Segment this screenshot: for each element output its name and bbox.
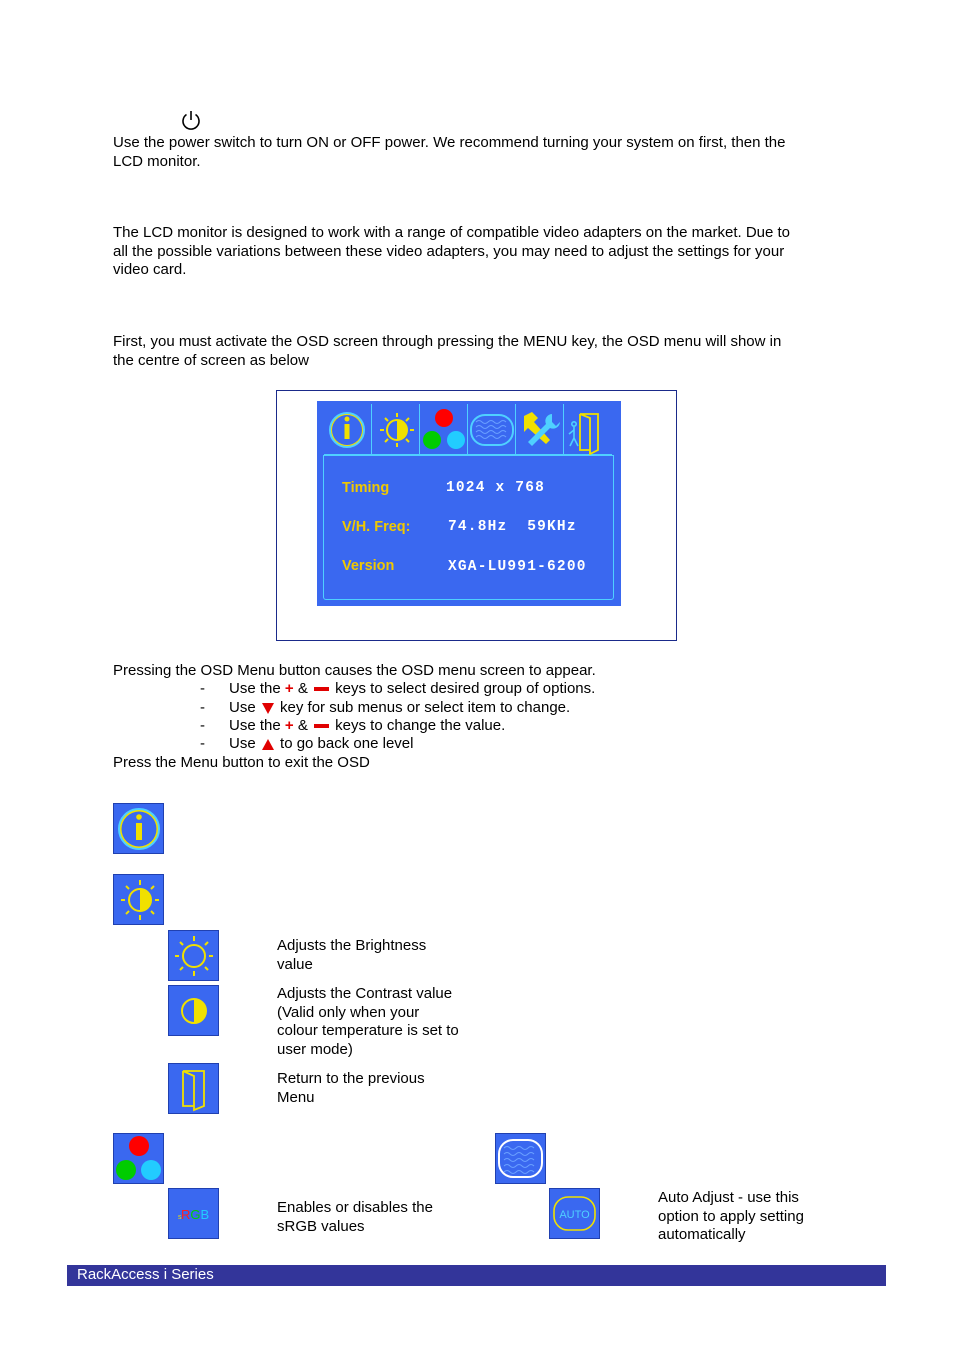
- down-arrow-icon: [262, 703, 274, 714]
- power-text-line2: LCD monitor.: [113, 152, 201, 170]
- osd-label-freq: V/H. Freq:: [342, 519, 411, 535]
- info-icon: [324, 404, 372, 455]
- osd-tab-brightness: [372, 404, 420, 455]
- osd-value-freq: 74.8Hz 59KHz: [448, 519, 577, 535]
- color-icon: [114, 1134, 163, 1183]
- instructions-exit: Press the Menu button to exit the OSD: [113, 754, 370, 771]
- osd-tab-image: [468, 404, 516, 455]
- tools-icon: [516, 404, 564, 455]
- bullet-3: Use the + & keys to change the value.: [229, 717, 506, 734]
- bullet-dash-4: -: [200, 735, 205, 752]
- osd-value-timing: 1024 x 768: [446, 480, 546, 496]
- return-item-icon: [168, 1063, 219, 1114]
- bullet-dash-3: -: [200, 717, 205, 734]
- auto-icon-text: AUTO: [559, 1209, 590, 1221]
- power-icon: [180, 109, 202, 131]
- image-icon: [496, 1134, 545, 1183]
- srgb-icon-text: RGB: [181, 1207, 210, 1222]
- intro-line1: The LCD monitor is designed to work with a range of compatible video adapters on the market. Due to: [113, 224, 791, 241]
- info-icon: [114, 804, 163, 853]
- osd-intro-line1: First, you must activate the OSD screen through pressing the MENU key, the OSD menu will show in: [113, 333, 782, 350]
- image-section-icon: [495, 1133, 546, 1184]
- osd-value-version: XGA-LU991-6200: [448, 559, 587, 575]
- intro-line2: all the possible variations between these video adapters, you may need to adjust the settings for your: [113, 242, 785, 260]
- bullet-1: Use the + & keys to select desired group of options.: [229, 680, 596, 697]
- exit-icon: [169, 1064, 218, 1113]
- instructions-heading: Pressing the OSD Menu button causes the OSD menu screen to appear.: [113, 662, 596, 679]
- srgb-item-icon: [168, 1188, 219, 1239]
- auto-desc: Auto Adjust - use this option to apply setting automatically: [658, 1189, 804, 1243]
- srgb-icon-s: s: [178, 1214, 182, 1221]
- auto-item-icon: [549, 1188, 600, 1239]
- brightness-contrast-icon: [114, 875, 163, 924]
- contrast-icon: [169, 986, 218, 1035]
- color-section-icon: [113, 1133, 164, 1184]
- osd-tab-info: [324, 404, 372, 455]
- intro-text: [113, 224, 843, 280]
- plus-key-icon: +: [284, 680, 294, 697]
- sun-icon: [169, 931, 218, 980]
- return-desc: Return to the previous Menu: [277, 1070, 425, 1106]
- minus-key-icon: [314, 724, 329, 728]
- color-icon: [420, 404, 468, 455]
- osd-tab-tools: [516, 404, 564, 455]
- intro-line3: video card.: [113, 261, 187, 278]
- bullet-dash-2: -: [200, 699, 205, 716]
- brightness-item-icon: [168, 930, 219, 981]
- footer-title: RackAccess i Series: [77, 1266, 214, 1283]
- info-section-icon: [113, 803, 164, 854]
- bullet-dash-1: -: [200, 680, 205, 697]
- contrast-desc: Adjusts the Contrast value (Valid only when your colour temperature is set to user mode): [277, 985, 459, 1058]
- srgb-icon: [169, 1189, 218, 1238]
- osd-tab-exit: [564, 404, 612, 455]
- bullet-2: Use key for sub menus or select item to change.: [229, 699, 571, 716]
- brightness-desc: Adjusts the Brightness value: [277, 937, 427, 973]
- up-arrow-icon: [262, 739, 274, 750]
- auto-adjust-icon: [550, 1189, 599, 1238]
- srgb-desc: Enables or disables the sRGB values: [277, 1199, 433, 1235]
- power-text-line1: Use the power switch to turn ON or OFF power. We recommend turning your system on first, then the: [113, 134, 786, 151]
- osd-intro-line2: the centre of screen as below: [113, 351, 309, 369]
- plus-key-icon: +: [284, 717, 294, 734]
- minus-key-icon: [314, 687, 329, 691]
- bullet-4: Use to go back one level: [229, 735, 414, 752]
- osd-label-version: Version: [342, 558, 395, 574]
- osd-tab-color: [420, 404, 468, 455]
- power-text: [113, 134, 843, 171]
- osd-label-timing: Timing: [342, 480, 390, 496]
- exit-icon: [564, 404, 612, 455]
- image-icon: [468, 404, 516, 455]
- brightness-contrast-icon: [372, 404, 420, 455]
- osd-intro-text: [113, 333, 843, 370]
- contrast-item-icon: [168, 985, 219, 1036]
- brightness-section-icon: [113, 874, 164, 925]
